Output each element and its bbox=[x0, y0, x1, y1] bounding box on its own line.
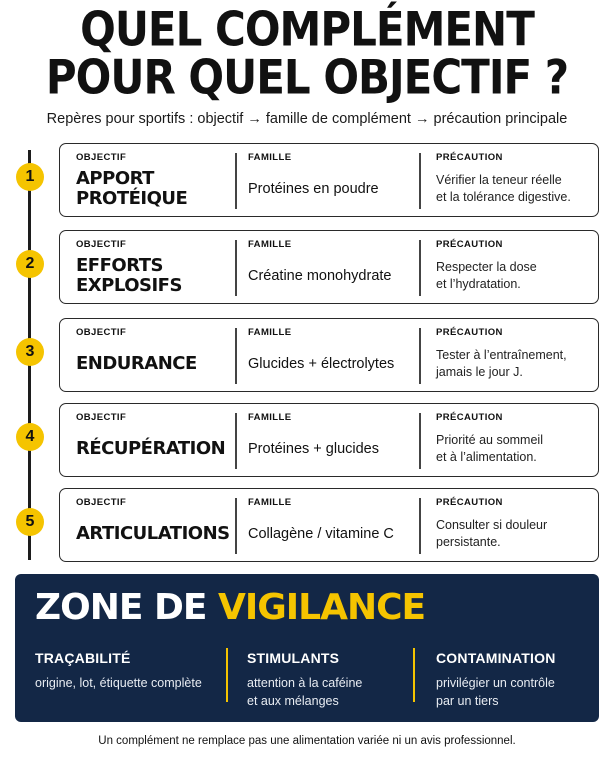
column-label-family: FAMILLE bbox=[248, 327, 292, 338]
objective-value: EFFORTS EXPLOSIFS bbox=[76, 255, 182, 296]
objective-card bbox=[59, 230, 599, 304]
family-value: Collagène / vitamine C bbox=[248, 526, 394, 542]
step-number-badge: 4 bbox=[16, 423, 44, 451]
column-label-precaution: PRÉCAUTION bbox=[436, 412, 503, 423]
vigilance-heading: TRAÇABILITÉ bbox=[35, 650, 131, 666]
vigilance-panel bbox=[15, 574, 599, 722]
vigilance-heading: CONTAMINATION bbox=[436, 650, 556, 666]
step-number-badge: 1 bbox=[16, 163, 44, 191]
precaution-value: Tester à l’entraînement, jamais le jour J. bbox=[436, 348, 567, 379]
page-title-line-1: QUEL COMPLÉMENT bbox=[80, 1, 534, 57]
vigilance-column bbox=[436, 650, 556, 710]
column-label-precaution: PRÉCAUTION bbox=[436, 497, 503, 508]
objective-card bbox=[59, 143, 599, 217]
objective-card bbox=[59, 318, 599, 392]
column-label-objective: OBJECTIF bbox=[76, 497, 127, 508]
precaution-value: Priorité au sommeil et à l’alimentation. bbox=[436, 433, 543, 464]
column-label-objective: OBJECTIF bbox=[76, 239, 127, 250]
vigilance-divider bbox=[413, 648, 415, 702]
objective-card bbox=[59, 403, 599, 477]
precaution-value: Respecter la dose et l’hydratation. bbox=[436, 260, 537, 291]
column-label-precaution: PRÉCAUTION bbox=[436, 327, 503, 338]
disclaimer-text: Un complément ne remplace pas une alimentation variée ni un avis professionnel. bbox=[98, 735, 516, 747]
vigilance-title bbox=[35, 586, 425, 630]
column-label-objective: OBJECTIF bbox=[76, 152, 127, 163]
vigilance-text: origine, lot, étiquette complète bbox=[35, 676, 202, 690]
precaution-value: Vérifier la teneur réelle et la tolérance digestive. bbox=[436, 173, 571, 204]
vigilance-title-accent: VIGILANCE bbox=[217, 587, 426, 628]
page-title-line-2: POUR QUEL OBJECTIF ? bbox=[45, 49, 569, 105]
vigilance-heading: STIMULANTS bbox=[247, 650, 340, 666]
family-value: Protéines + glucides bbox=[248, 441, 379, 457]
page-subtitle: Repères pour sportifs : objectif → famille de complément → précaution principale bbox=[46, 111, 568, 127]
objective-value: APPORT PROTÉIQUE bbox=[76, 168, 188, 209]
objective-card bbox=[59, 488, 599, 562]
column-label-precaution: PRÉCAUTION bbox=[436, 152, 503, 163]
vigilance-text: attention à la caféine et aux mélanges bbox=[247, 676, 363, 708]
family-value: Créatine monohydrate bbox=[248, 268, 392, 284]
family-value: Glucides + électrolytes bbox=[248, 356, 395, 372]
column-label-family: FAMILLE bbox=[248, 152, 292, 163]
column-label-family: FAMILLE bbox=[248, 412, 292, 423]
vigilance-column bbox=[35, 650, 202, 692]
step-number-badge: 2 bbox=[16, 250, 44, 278]
vigilance-divider bbox=[226, 648, 228, 702]
objective-value: RÉCUPÉRATION bbox=[76, 438, 226, 459]
step-number-badge: 3 bbox=[16, 338, 44, 366]
vigilance-column bbox=[247, 650, 362, 710]
vigilance-title-part-1: ZONE DE bbox=[35, 587, 218, 628]
step-number-badge: 5 bbox=[16, 508, 44, 536]
precaution-value: Consulter si douleur persistante. bbox=[436, 518, 548, 549]
column-label-objective: OBJECTIF bbox=[76, 327, 127, 338]
objective-value: ARTICULATIONS bbox=[76, 523, 230, 544]
family-value: Protéines en poudre bbox=[248, 181, 379, 197]
column-label-family: FAMILLE bbox=[248, 239, 292, 250]
column-label-precaution: PRÉCAUTION bbox=[436, 239, 503, 250]
column-label-family: FAMILLE bbox=[248, 497, 292, 508]
objective-value: ENDURANCE bbox=[76, 353, 197, 374]
column-label-objective: OBJECTIF bbox=[76, 412, 127, 423]
vigilance-text: privilégier un contrôle par un tiers bbox=[436, 676, 555, 708]
